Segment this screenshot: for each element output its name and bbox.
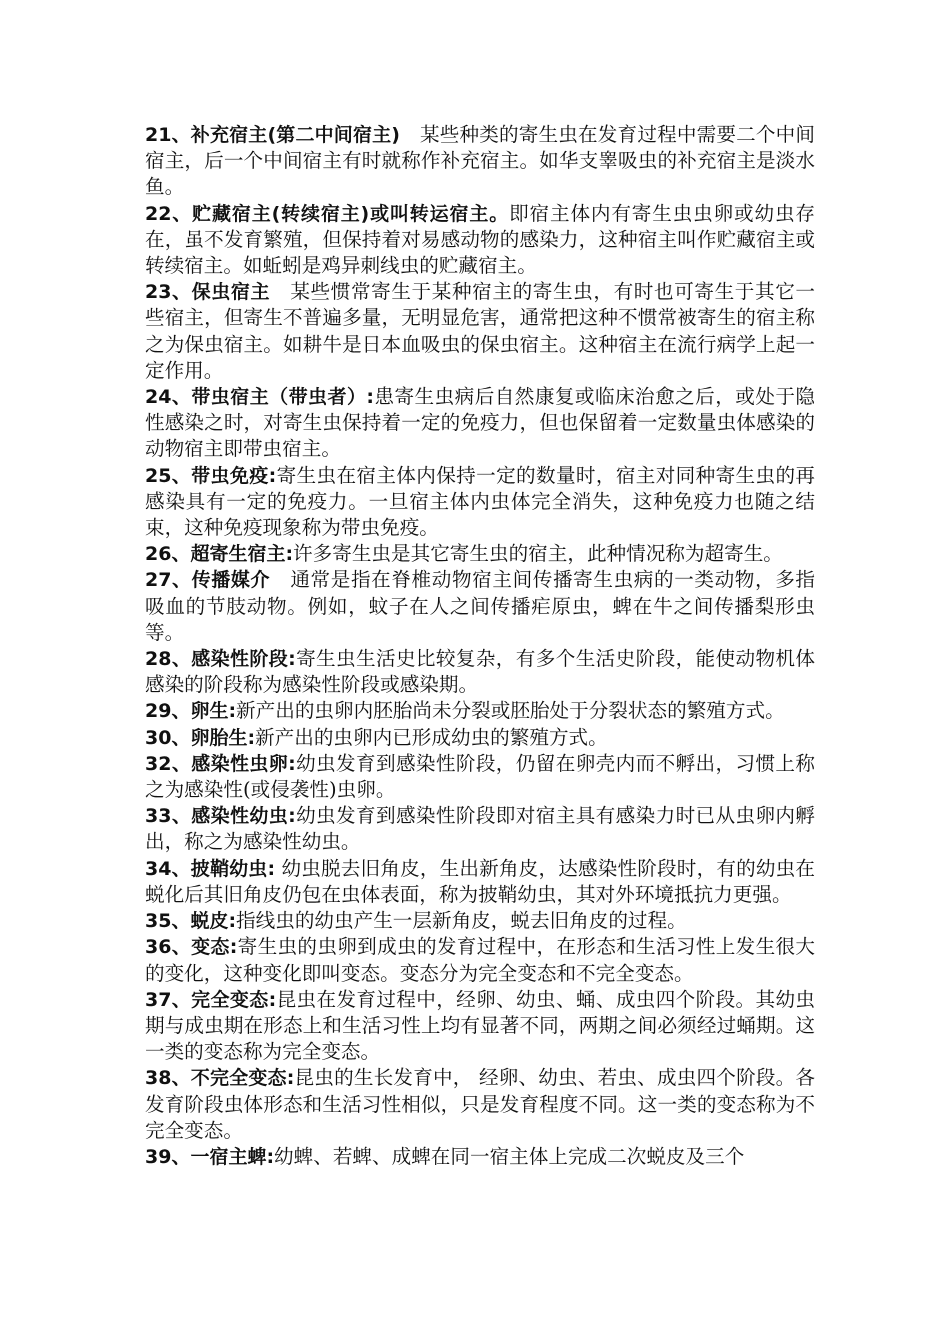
entry-term: 38、不完全变态:	[145, 1067, 295, 1090]
entry-23	[145, 279, 815, 384]
entry-32	[145, 751, 815, 803]
entry-body: 患寄生虫病后自然康复或临床治愈之后，或处于隐性感染之时，对寄生虫保持着一定的免疫力，但也保留着一定数量虫体感染的动物宿主即带虫宿主。	[145, 385, 816, 461]
entry-28	[145, 646, 815, 698]
entry-body: 新产出的虫卵内胚胎尚未分裂或胚胎处于分裂状态的繁殖方式。	[236, 699, 785, 723]
entry-term: 23、保虫宿主	[145, 281, 271, 304]
entry-term: 27、传播媒介	[145, 569, 271, 592]
entry-body: 指线虫的幼虫产生一层新角皮，蜕去旧角皮的过程。	[236, 909, 687, 933]
entry-24	[145, 384, 815, 463]
entry-36	[145, 934, 815, 986]
entry-body: 幼虫脱去旧角皮，生出新角皮，达感染性阶段时，有的幼虫在蜕化后其旧角皮仍包在虫体表面，称为披鞘幼虫，其对外环境抵抗力更强。	[145, 856, 815, 906]
entry-term: 32、感染性虫卵:	[145, 752, 296, 775]
entry-body: 许多寄生虫是其它寄生虫的宿主，此种情况称为超寄生。	[293, 542, 783, 566]
entry-38	[145, 1065, 815, 1144]
entry-30	[145, 725, 815, 751]
entry-term: 39、一宿主蜱:	[145, 1145, 275, 1168]
entry-separator	[270, 280, 290, 303]
entry-term: 24、带虫宿主（带虫者）:	[145, 386, 375, 409]
entry-term: 36、变态:	[145, 936, 238, 959]
entry-35	[145, 908, 815, 934]
entry-33	[145, 803, 815, 855]
entry-term: 37、完全变态:	[145, 988, 277, 1011]
entry-term: 30、卵胎生:	[145, 726, 256, 749]
entry-21	[145, 122, 815, 201]
entry-body: 寄生虫的虫卵到成虫的发育过程中，在形态和生活习性上发生很大的变化，这种变化即叫变态。变态分为完全变态和不完全变态。	[145, 935, 815, 985]
entry-39	[145, 1144, 815, 1170]
entry-body: 新产出的虫卵内已形成幼虫的繁殖方式。	[255, 725, 608, 749]
entry-term: 33、感染性幼虫:	[145, 805, 296, 828]
document-page	[145, 122, 815, 1170]
entry-separator	[400, 123, 420, 146]
entry-term: 28、感染性阶段:	[145, 648, 296, 671]
entry-term: 21、补充宿主(第二中间宿主)	[145, 124, 400, 146]
entry-27	[145, 567, 815, 646]
entry-34	[145, 856, 815, 908]
entry-body: 寄生虫在宿主体内保持一定的数量时，宿主对同种寄生虫的再感染具有一定的免疫力。一旦宿主体内虫体完全消失，这种免疫力也随之结束，这种免疫现象称为带虫免疫。	[145, 463, 816, 540]
entry-term: 22、贮藏宿主(转续宿主)或叫转运宿主。	[145, 202, 510, 225]
entry-37	[145, 987, 815, 1066]
entry-29	[145, 698, 815, 724]
entry-25	[145, 463, 815, 542]
entry-body: 幼蜱、若蜱、成蜱在同一宿主体上完成二次蜕皮及三个	[274, 1144, 745, 1168]
entry-body: 某些种类的寄生虫在发育过程中需要二个中间宿主，后一个中间宿主有时就称作补充宿主。如华支睾吸虫的补充宿主是淡水鱼。	[145, 123, 816, 199]
entry-body: 幼虫发育到感染性阶段即对宿主具有感染力时已从虫卵内孵出，称之为感染性幼虫。	[145, 804, 816, 854]
entry-term: 25、带虫免疫:	[145, 464, 277, 487]
entry-separator	[270, 568, 290, 591]
entry-body: 即宿主体内有寄生虫虫卵或幼虫存在，虽不发育繁殖，但保持着对易感动物的感染力，这种宿主叫作贮藏宿主或转续宿主。如蚯蚓是鸡异刺线虫的贮藏宿主。	[145, 201, 815, 278]
entry-22	[145, 201, 815, 280]
entry-body: 寄生虫生活史比较复杂，有多个生活史阶段，能使动物机体感染的阶段称为感染性阶段或感染期。	[145, 647, 816, 697]
entry-body: 某些惯常寄生于某种宿主的寄生虫，有时也可寄生于其它一些宿主，但寄生不普遍多量，无明显危害，通常把这种不惯常被寄生的宿主称之为保虫宿主。如耕牛是日本血吸虫的保虫宿主。这种宿主在流行病学上起一定作用。	[145, 280, 816, 382]
entry-body: 幼虫发育到感染性阶段，仍留在卵壳内而不孵出，习惯上称之为感染性(或侵袭性)虫卵。	[145, 751, 816, 802]
entry-term: 29、卵生:	[145, 700, 237, 723]
entry-body: 通常是指在脊椎动物宿主间传播寄生虫病的一类动物，多指吸血的节肢动物。例如，蚊子在人之间传播疟原虫，蜱在牛之间传播梨形虫等。	[145, 568, 816, 644]
entry-term: 26、超寄生宿主:	[145, 543, 294, 566]
entry-body: 昆虫的生长发育中， 经卵、幼虫、若虫、成虫四个阶段。各发育阶段虫体形态和生活习性相似，只是发育程度不同。这一类的变态称为不完全变态。	[145, 1066, 815, 1142]
entry-term: 35、蜕皮:	[145, 910, 237, 933]
entry-body: 昆虫在发育过程中，经卵、幼虫、蛹、成虫四个阶段。其幼虫期与成虫期在形态上和生活习性上均有显著不同，两期之间必须经过蛹期。这一类的变态称为完全变态。	[145, 987, 816, 1064]
entry-term: 34、披鞘幼虫:	[145, 857, 276, 880]
entry-26	[145, 541, 815, 567]
